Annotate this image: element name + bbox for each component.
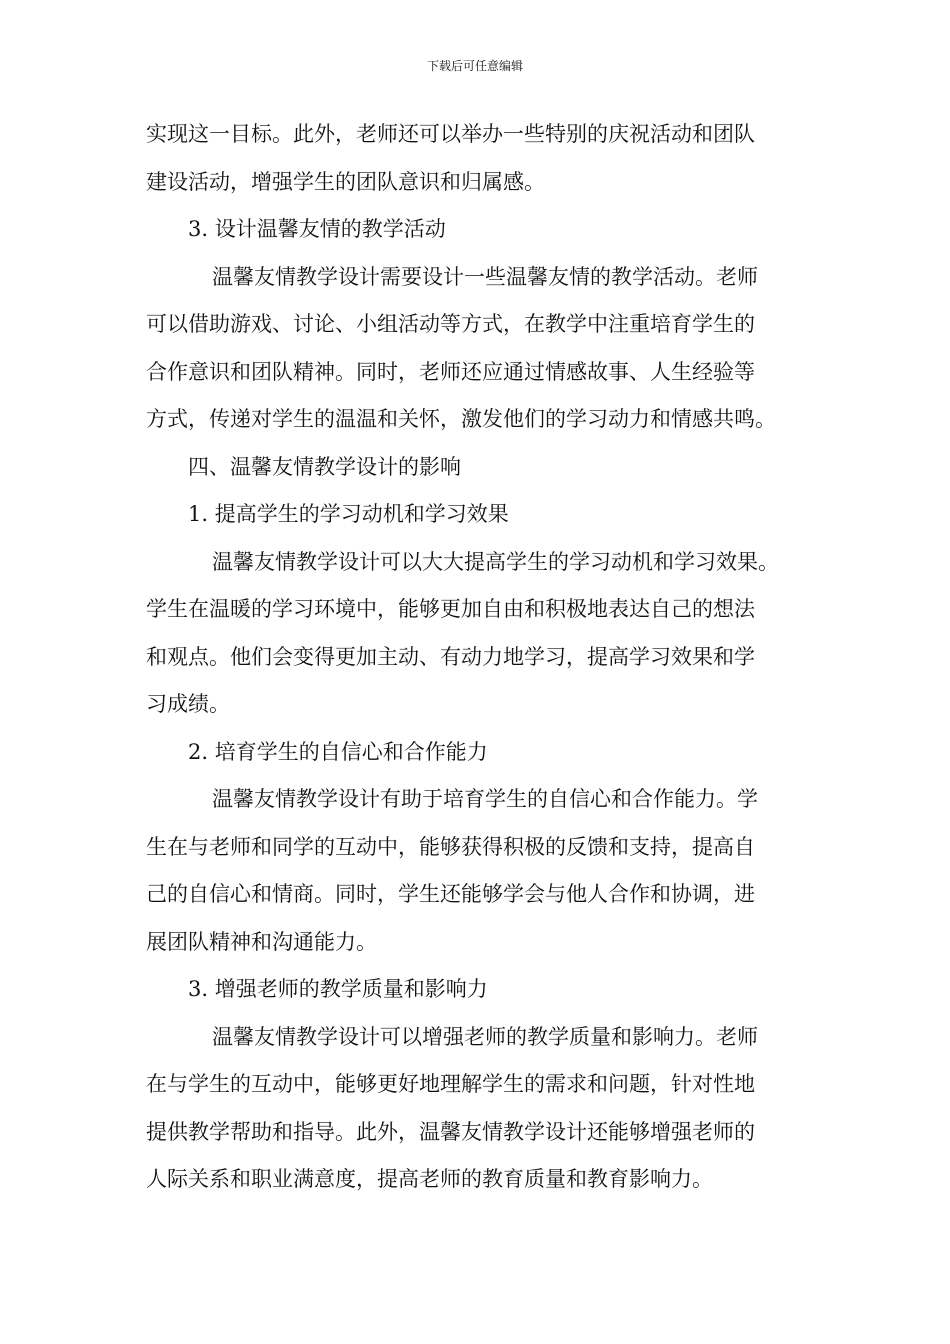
paragraph-line: 方式，传递对学生的温温和关怀，激发他们的学习动力和情感共鸣。 bbox=[146, 407, 776, 431]
section-heading: 1. 提高学生的学习动机和学习效果 bbox=[188, 502, 509, 526]
paragraph-line: 学生在温暖的学习环境中，能够更加自由和积极地表达自己的想法 bbox=[146, 597, 755, 621]
paragraph-line: 可以借助游戏、讨论、小组活动等方式，在教学中注重培育学生的 bbox=[146, 312, 755, 336]
section-heading: 3. 设计温馨友情的教学活动 bbox=[188, 217, 446, 241]
paragraph-line: 温馨友情教学设计可以大大提高学生的学习动机和学习效果。 bbox=[212, 549, 779, 574]
paragraph-line: 己的自信心和情商。同时，学生还能够学会与他人合作和协调，进 bbox=[146, 882, 755, 906]
chapter-heading: 四、温馨友情教学设计的影响 bbox=[188, 454, 461, 479]
paragraph-line: 展团队精神和沟通能力。 bbox=[146, 929, 377, 954]
section-heading: 2. 培育学生的自信心和合作能力 bbox=[188, 739, 488, 764]
page-header: 下载后可任意编辑 bbox=[426, 59, 523, 73]
paragraph-line: 建设活动，增强学生的团队意识和归属感。 bbox=[146, 169, 545, 194]
paragraph-line: 温馨友情教学设计可以增强老师的教学质量和影响力。老师 bbox=[212, 1024, 758, 1049]
document-body bbox=[146, 111, 806, 1204]
paragraph-line: 实现这一目标。此外，老师还可以举办一些特别的庆祝活动和团队 bbox=[146, 122, 755, 146]
paragraph-line: 习成绩。 bbox=[146, 692, 230, 716]
paragraph-line: 和观点。他们会变得更加主动、有动力地学习，提高学习效果和学 bbox=[146, 644, 755, 669]
paragraph-line: 生在与老师和同学的互动中，能够获得积极的反馈和支持，提高自 bbox=[146, 834, 755, 859]
paragraph-line: 在与学生的互动中，能够更好地理解学生的需求和问题，针对性地 bbox=[146, 1072, 755, 1096]
section-heading: 3. 增强老师的教学质量和影响力 bbox=[188, 977, 488, 1001]
paragraph-line: 合作意识和团队精神。同时，老师还应通过情感故事、人生经验等 bbox=[146, 359, 755, 384]
paragraph-line: 人际关系和职业满意度，提高老师的教育质量和教育影响力。 bbox=[146, 1167, 713, 1191]
paragraph-line: 温馨友情教学设计有助于培育学生的自信心和合作能力。学 bbox=[212, 787, 758, 811]
paragraph-line: 温馨友情教学设计需要设计一些温馨友情的教学活动。老师 bbox=[212, 264, 758, 289]
paragraph-line: 提供教学帮助和指导。此外，温馨友情教学设计还能够增强老师的 bbox=[146, 1119, 755, 1144]
